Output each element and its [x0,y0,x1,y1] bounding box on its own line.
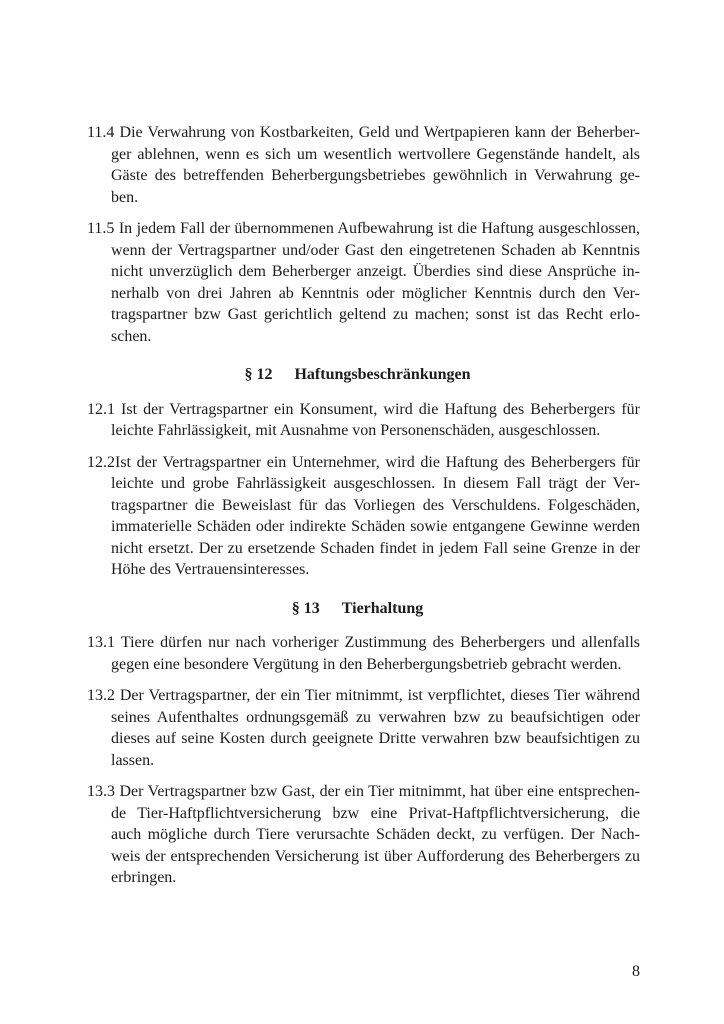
clause-line: ben. [111,188,139,206]
section-heading [87,598,640,620]
clause-line: 12.1 Ist der Vertragspartner ein Konsument, wird die Haftung des Beherbergers für [87,400,640,418]
clause [87,781,640,889]
clause-line: leichte Fahrlässigkeit, mit Ausnahme von Personenschäden, ausgeschlossen. [111,422,601,439]
clause-line: 11.5 In jedem Fall der übernommenen Aufbewahrung ist die Haftung ausgeschlossen, [87,220,640,237]
section-heading [87,364,640,386]
section-number: § 12 [244,366,273,383]
clause-line: 13.3 Der Vertragspartner bzw Gast, der ein Tier mitnimmt, hat über eine entsprechen- [87,783,640,800]
clause-line: tragspartner bzw Gast gerichtlich geltend zu machen; sonst ist das Recht erlo- [111,306,640,323]
clause [87,218,640,347]
clause-line: nicht ersetzt. Der zu ersetzende Schaden findet in jedem Fall seine Grenze in der [111,539,640,557]
clause-line: gegen eine besondere Vergütung in den Beherbergungsbetrieb gebracht werden. [111,655,622,673]
page-number: 8 [632,963,640,980]
clause [87,122,640,208]
clause-line: weis der entsprechenden Versicherung ist über Aufforderung des Beherbergers zu [111,847,640,865]
document-content [87,122,640,899]
clause-line: ger ablehnen, wenn es sich um wesentlich wertvollere Gegenstände handelt, als [111,145,640,163]
clause-line: schen. [111,327,152,345]
clause-line: leichte und grobe Fahrlässigkeit ausgeschlossen. In diesem Fall trägt der Ver- [111,475,640,492]
clause-line: nicht unverzüglich dem Beherberger anzeigt. Überdies sind diese Ansprüche in- [111,263,640,280]
clause-line: wenn der Vertragspartner und/oder Gast den eingetretenen Schaden ab Kenntnis [111,241,640,259]
clause [87,632,640,675]
clause [87,452,640,581]
clause-line: lassen. [111,751,155,769]
section-title: Tierhaltung [341,599,424,617]
clause-line: tragspartner die Beweislast für das Vorliegen des Verschuldens. Folgeschäden, [111,496,640,514]
clause-line: dieses auf seine Kosten durch geeignete Dritte verwahren bzw beaufsichtigen zu [111,730,640,747]
section-number: § 13 [291,599,320,617]
clause-line: immaterielle Schäden oder indirekte Schäden sowie entgangene Gewinne werden [111,518,640,535]
clause-line: 11.4 Die Verwahrung von Kostbarkeiten, Geld und Wertpapieren kann der Beherber- [87,124,640,141]
clause-line: seines Aufenthaltes ordnungsgemäß zu verwahren bzw zu beaufsichtigen oder [111,708,640,726]
clause-line: auch mögliche durch Tiere verursachte Schäden deckt, zu verfügen. Der Nach- [111,826,640,843]
clause-line: de Tier-Haftpflichtversicherung bzw eine Privat-Haftpflichtversicherung, die [111,804,640,822]
clause [87,685,640,771]
section-title: Haftungsbeschränkungen [294,366,471,383]
clause-line: nerhalb von drei Jahren ab Kenntnis oder möglicher Kenntnis durch den Ver- [111,284,640,302]
clause-line: 13.2 Der Vertragspartner, der ein Tier mitnimmt, ist verpflichtet, dieses Tier während [87,687,640,704]
clause-line: 13.1 Tiere dürfen nur nach vorheriger Zustimmung des Beherbergers und allenfalls [87,634,640,651]
clause-line: Höhe des Vertrauensinteresses. [111,561,310,578]
clause-line: Gäste des betreffenden Beherbergungsbetriebes gewöhnlich in Verwahrung ge- [111,167,640,184]
clause-line: erbringen. [111,869,177,886]
clause-line: 12.2Ist der Vertragspartner ein Unternehmer, wird die Haftung des Beherbergers für [87,453,640,471]
clause [87,399,640,442]
